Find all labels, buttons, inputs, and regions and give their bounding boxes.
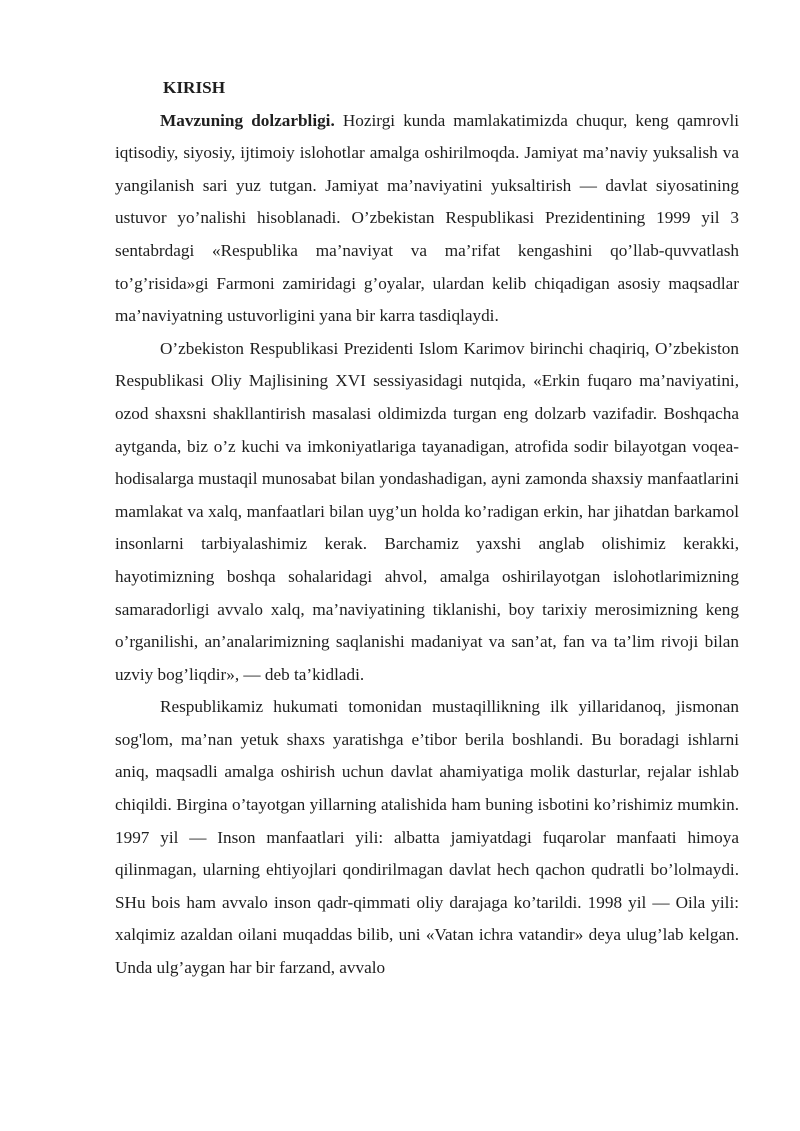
document-page [115, 72, 739, 985]
paragraph-text: Hozirgi kunda mamlakatimizda chuqur, keng qamrovli iqtisodiy, siyosiy, ijtimoiy islohotlar amalga oshirilmoqda. Jamiyat ma’naviy yuksalish va yangilanish sari yuz tutgan. Jamiyat ma’naviyatini yuksaltirish — davlat siyosatining ustuvor yo’nalishi hisoblanadi. O’zbekistan Respublikasi Prezidentining 1999 yil 3 sentabrdagi «Respublika ma’naviyat va ma’rifat kengashini qo’llab-quvvatlash to’g’risida»gi Farmoni zamiridagi g’oyalar, ulardan kelib chiqadigan asosiy maqsadlar ma’naviyatning ustuvorligini yana bir karra tasdiqlaydi. [115, 110, 739, 326]
paragraph-government [115, 691, 739, 984]
paragraph-text: O’zbekiston Respublikasi Prezidenti Islom Karimov birinchi chaqiriq, O’zbekiston Respublikasi Oliy Majlisining XVI sessiyasidagi nutqida, «Erkin fuqaro ma’naviyatini, ozod shaxsni shakllantirish masalasi oldimizda turgan eng dolzarb vazifadir. Boshqacha aytganda, biz o’z kuchi va imkoniyatlariga tayanadigan, atrofida sodir bilayotgan voqea-hodisalarga mustaqil munosabat bilan yondashadigan, ayni zamonda shaxsiy manfaatlarini mamlakat va xalq, manfaatlari bilan uyg’un holda ko’radigan erkin, har jihatdan barkamol insonlarni tarbiyalashimiz kerak. Barchamiz yaxshi anglab olishimiz kerakki, hayotimizning boshqa sohalaridagi ahvol, amalga oshirilayotgan islohotlarimizning samaradorligi avvalo xalq, ma’naviyatining tiklanishi, boy tarixiy merosimizning keng o’rganilishi, an’analarimizning saqlanishi madaniyat va san’at, fan va ta’lim rivoji bilan uzviy bog’liqdir», — deb ta’kidladi. [115, 338, 739, 684]
paragraph-lead: Mavzuning dolzarbligi. [160, 110, 335, 130]
paragraph-president-quote [115, 333, 739, 692]
paragraph-text: Respublikamiz hukumati tomonidan mustaqillikning ilk yillaridanoq, jismonan sog'lom, ma’nan yetuk shaxs yaratishga e’tibor berila boshlandi. Bu boradagi ishlarni aniq, maqsadli amalga oshirish uchun davlat ahamiyatiga molik dasturlar, rejalar ishlab chiqildi. Birgina o’tayotgan yillarning atalishida ham buning isbotini ko’rishimiz mumkin. 1997 yil — Inson manfaatlari yili: albatta jamiyatdagi fuqarolar manfaati himoya qilinmagan, ularning ehtiyojlari qondirilmagan davlat hech qachon qudratli bo’lolmaydi. SHu bois ham avvalo inson qadr-qimmati oliy darajaga ko’tarildi. 1998 yil — Oila yili: xalqimiz azaldan oilani muqaddas bilib, uni «Vatan ichra vatandir» deya ulug’lab kelgan. Unda ulg’aygan har bir farzand, avvalo [115, 697, 739, 978]
section-heading: KIRISH [163, 78, 226, 97]
paragraph-relevance [115, 105, 739, 333]
